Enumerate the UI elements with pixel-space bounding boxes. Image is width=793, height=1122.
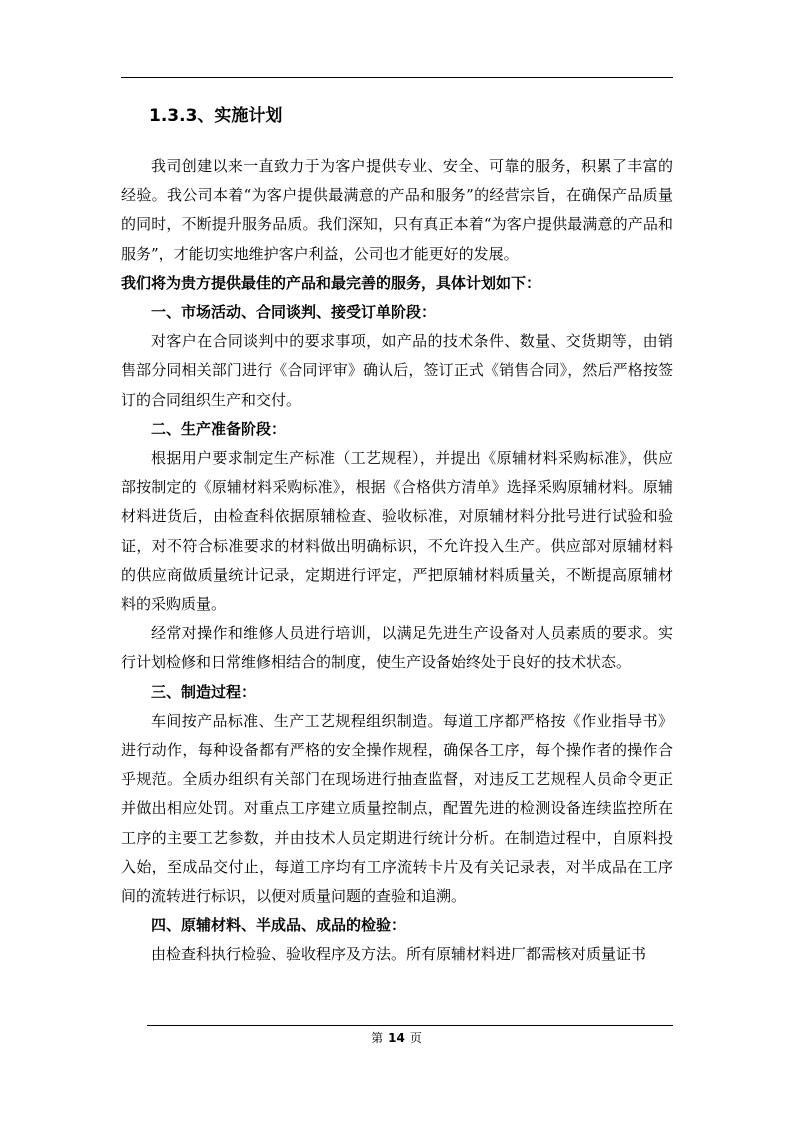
section-heading: 1.3.3、实施计划 bbox=[149, 106, 283, 126]
paragraph-contract: 对客户在合同谈判中的要求事项，如产品的技术条件、数量、交货期等，由销售部分同相关部门进行《合同评审》确认后，签订正式《销售合同》，然后严格按签订的合同组织生产和交付。 bbox=[121, 332, 673, 409]
page-footer bbox=[0, 1030, 793, 1046]
footer-rule bbox=[147, 1025, 673, 1026]
subheading-preparation: 二、生产准备阶段： bbox=[151, 419, 287, 438]
page-number: 14 bbox=[388, 1031, 405, 1045]
paragraph-manufacturing: 车间按产品标准、生产工艺规程组织制造。每道工序都严格按《作业指导书》进行动作，每种设备都有严格的安全操作规程，确保各工序，每个操作者的操作合乎规范。全质办组织有关部门在现场进行抽查监督，对违反工艺规程人员命令更正并做出相应处罚。对重点工序建立质量控制点，配置先进的检测设备连续监控所在工序的主要工艺参数，并由技术人员定期进行统计分析。在制造过程中，自原料投入始，至成品交付止，每道工序均有工序流转卡片及有关记录表，对半成品在工序间的流转进行标识，以便对质量问题的查验和追溯。 bbox=[121, 711, 673, 906]
subheading-inspection: 四、原辅材料、半成品、成品的检验： bbox=[151, 916, 407, 935]
subheading-market: 一、市场活动、合同谈判、接受订单阶段： bbox=[151, 303, 437, 322]
footer-prefix: 第 bbox=[371, 1031, 384, 1045]
paragraph-inspection: 由检查科执行检验、验收程序及方法。所有原辅材料进厂都需核对质量证书 bbox=[151, 945, 647, 964]
paragraph-training: 经常对操作和维修人员进行培训，以满足先进生产设备对人员素质的要求。实行计划检修和日常维修相结合的制度，使生产设备始终处于良好的技术状态。 bbox=[121, 624, 673, 672]
header-rule bbox=[121, 77, 673, 78]
intro-paragraph: 我司创建以来一直致力于为客户提供专业、安全、可靠的服务，积累了丰富的经验。我公司本着“为客户提供最满意的产品和服务”的经营宗旨，在确保产品质量的同时，不断提升服务品质。我们深知，只有真正本着“为客户提供最满意的产品和服务”，才能切实地维护客户利益，公司也才能更好的发展。 bbox=[121, 157, 673, 263]
subheading-manufacturing: 三、制造过程： bbox=[151, 682, 257, 701]
plan-intro-bold: 我们将为贵方提供最佳的产品和最完善的服务，具体计划如下： bbox=[121, 273, 542, 292]
page-content bbox=[121, 100, 673, 970]
footer-suffix: 页 bbox=[409, 1031, 422, 1045]
paragraph-materials: 根据用户要求制定生产标准（工艺规程），并提出《原辅材料采购标准》，供应部按制定的《原辅材料采购标准》，根据《合格供方清单》选择采购原辅材料。原辅材料进货后，由检查科依据原辅检查、验收标准，对原辅材料分批号进行试验和验证，对不符合标准要求的材料做出明确标识，不允许投入生产。供应部对原辅材料的供应商做质量统计记录，定期进行评定，严把原辅材料质量关，不断提高原辅材料的采购质量。 bbox=[121, 449, 673, 614]
